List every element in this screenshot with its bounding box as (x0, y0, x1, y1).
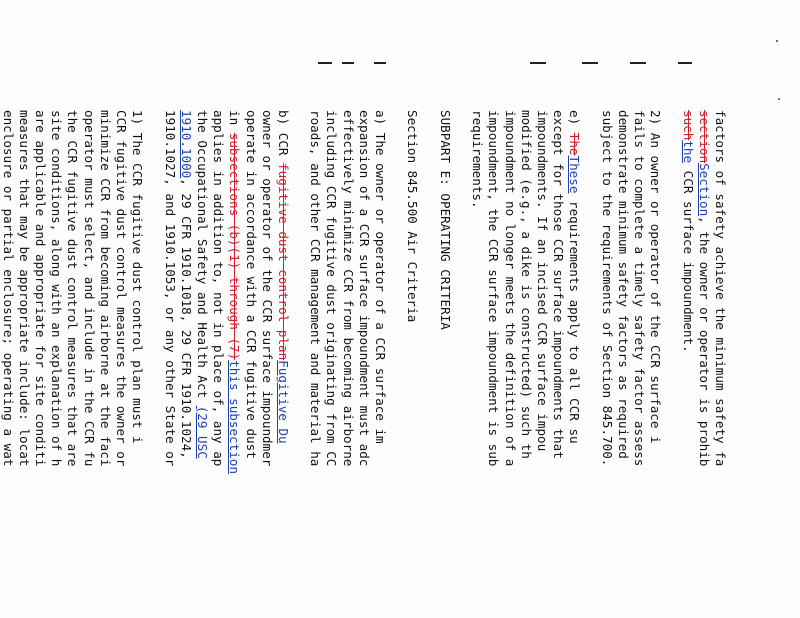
text-line (566, 110, 582, 590)
text-line (485, 110, 501, 590)
inserted-text: the (680, 140, 696, 164)
text-run: Section 845.500 Air Criteria (405, 110, 421, 323)
text-line (469, 110, 485, 590)
scan-mark (342, 62, 354, 64)
text-line (259, 110, 275, 590)
text-line (81, 110, 97, 590)
scan-mark (374, 62, 386, 64)
rotated-text-block (0, 110, 728, 590)
text-run: subject to the requirements of Section 845.700. (599, 110, 615, 467)
paragraph-a-air-criteria (307, 110, 388, 590)
paragraph-1-control-measures (0, 110, 145, 590)
scan-speck (778, 98, 780, 100)
deleted-text: section (696, 110, 712, 164)
text-run: measures that may be appropriate include: locat (16, 110, 32, 467)
scan-mark (530, 62, 546, 64)
text-line (679, 110, 695, 590)
text-run: the CCR fugitive dust control measures that are (65, 110, 81, 467)
paragraph-e-applicability (469, 110, 582, 590)
text-run: , 29 CFR 1910.1018, 29 CFR 1910.1024, (178, 178, 194, 459)
text-run: impoundment no longer meets the definition of a (502, 110, 518, 467)
scan-mark (318, 62, 332, 64)
text-line (178, 110, 194, 590)
text-run: in (227, 110, 243, 133)
inserted-text: 1910.1000 (178, 110, 194, 179)
inserted-text: (29 USC (195, 405, 210, 459)
text-run: applies in addition to, not in place of, any ap (211, 110, 227, 467)
text-run: effectively minimize CCR from becoming airborne (340, 110, 356, 467)
text-line (550, 110, 566, 590)
text-line (32, 110, 48, 590)
deleted-text: such (680, 110, 696, 141)
deleted-text: subsections (b)(1) through (7) (227, 132, 243, 361)
text-run: the Occupational Safety and Health Act (195, 110, 210, 406)
text-line (226, 110, 242, 590)
text-line (242, 110, 258, 590)
text-line (615, 110, 631, 590)
text-line (356, 110, 372, 590)
text-line (275, 110, 291, 590)
inserted-text: this subsection (227, 360, 243, 474)
text-run: expansion of a CCR surface impoundment must adc (356, 110, 372, 467)
text-run: factors of safety achieve the minimum safety fa (713, 110, 728, 467)
text-line (194, 110, 210, 590)
paragraph-safety-factors-continued (679, 110, 728, 590)
scan-speck (776, 40, 778, 42)
text-line (696, 110, 712, 590)
text-line (64, 110, 80, 590)
inserted-text: These (567, 155, 583, 194)
text-run: operate in accordance with a CCR fugitive dust (243, 110, 259, 459)
text-line (631, 110, 647, 590)
text-run: CCR fugitive dust control measures the owner or (114, 110, 130, 467)
text-run: modified (e.g., a dike is constructed) such th (518, 110, 534, 459)
text-run: 2) An owner or operator of the CCR surface i (648, 110, 664, 444)
scan-mark (582, 62, 598, 64)
text-run: fails to complete a timely safety factor assess (632, 110, 648, 467)
text-line (518, 110, 534, 590)
inserted-text: Fugitive Du (275, 360, 291, 444)
section-heading (404, 110, 420, 590)
inserted-text: Section (696, 163, 712, 217)
text-run: roads, and other CCR management and material ha (308, 110, 324, 467)
scan-mark (630, 62, 646, 64)
text-run: b) CCR (275, 110, 291, 164)
text-line (210, 110, 226, 590)
text-line (129, 110, 145, 590)
text-run: demonstrate minimum safety factors as required (615, 110, 631, 459)
text-run: CCR surface impoundment. (680, 163, 696, 353)
text-line (307, 110, 323, 590)
text-run: 1) The CCR fugitive dust control plan must i (130, 110, 146, 444)
text-run: 1910.1027, and 1910.1053, or any other State or (162, 110, 178, 467)
text-run: except for those CCR surface impoundments that (551, 110, 567, 459)
text-run: SUBPART E: OPERATING CRITERIA (437, 110, 453, 330)
scan-mark (678, 62, 692, 64)
text-run: e) (567, 110, 583, 133)
text-run: including CCR fugitive dust originating from CC (324, 110, 340, 467)
text-line (161, 110, 177, 590)
paragraph-b-fugitive-dust-plan (161, 110, 291, 590)
text-run: requirements apply to all CCR su (567, 193, 583, 444)
text-run: site conditions, along with an explanation of h (49, 110, 65, 467)
text-run: are applicable and appropriate for site conditi (33, 110, 49, 467)
text-run: , the owner or operator is prohib (696, 216, 712, 467)
text-line (599, 110, 615, 590)
text-run: impoundments. If an incised CCR surface impou (534, 110, 550, 452)
subpart-heading (437, 110, 453, 590)
text-line (48, 110, 64, 590)
text-line (113, 110, 129, 590)
text-line (647, 110, 663, 590)
text-line (372, 110, 388, 590)
deleted-text: fugitive dust control plan (275, 163, 291, 361)
text-line (534, 110, 550, 590)
text-line (0, 110, 16, 590)
text-run: requirements. (470, 110, 486, 209)
text-run: enclosure or partial enclosure; operating a wat (0, 110, 16, 467)
text-run: owner or operator of the CCR surface impoundmer (259, 110, 275, 467)
text-run: operator must select, and include in the CCR fu (81, 110, 97, 467)
text-line (16, 110, 32, 590)
text-run: minimize CCR from becoming airborne at the faci (97, 110, 113, 467)
text-line (323, 110, 339, 590)
text-line (97, 110, 113, 590)
text-line (712, 110, 728, 590)
text-line (437, 110, 453, 590)
text-run: a) The owner or operator of a CCR surface im (373, 110, 389, 444)
text-line (501, 110, 517, 590)
text-line (340, 110, 356, 590)
paragraph-2-safety-assessment (599, 110, 664, 590)
deleted-text: The (567, 132, 583, 156)
text-line (404, 110, 420, 590)
text-run: impoundment, the CCR surface impoundment is sub (486, 110, 502, 467)
